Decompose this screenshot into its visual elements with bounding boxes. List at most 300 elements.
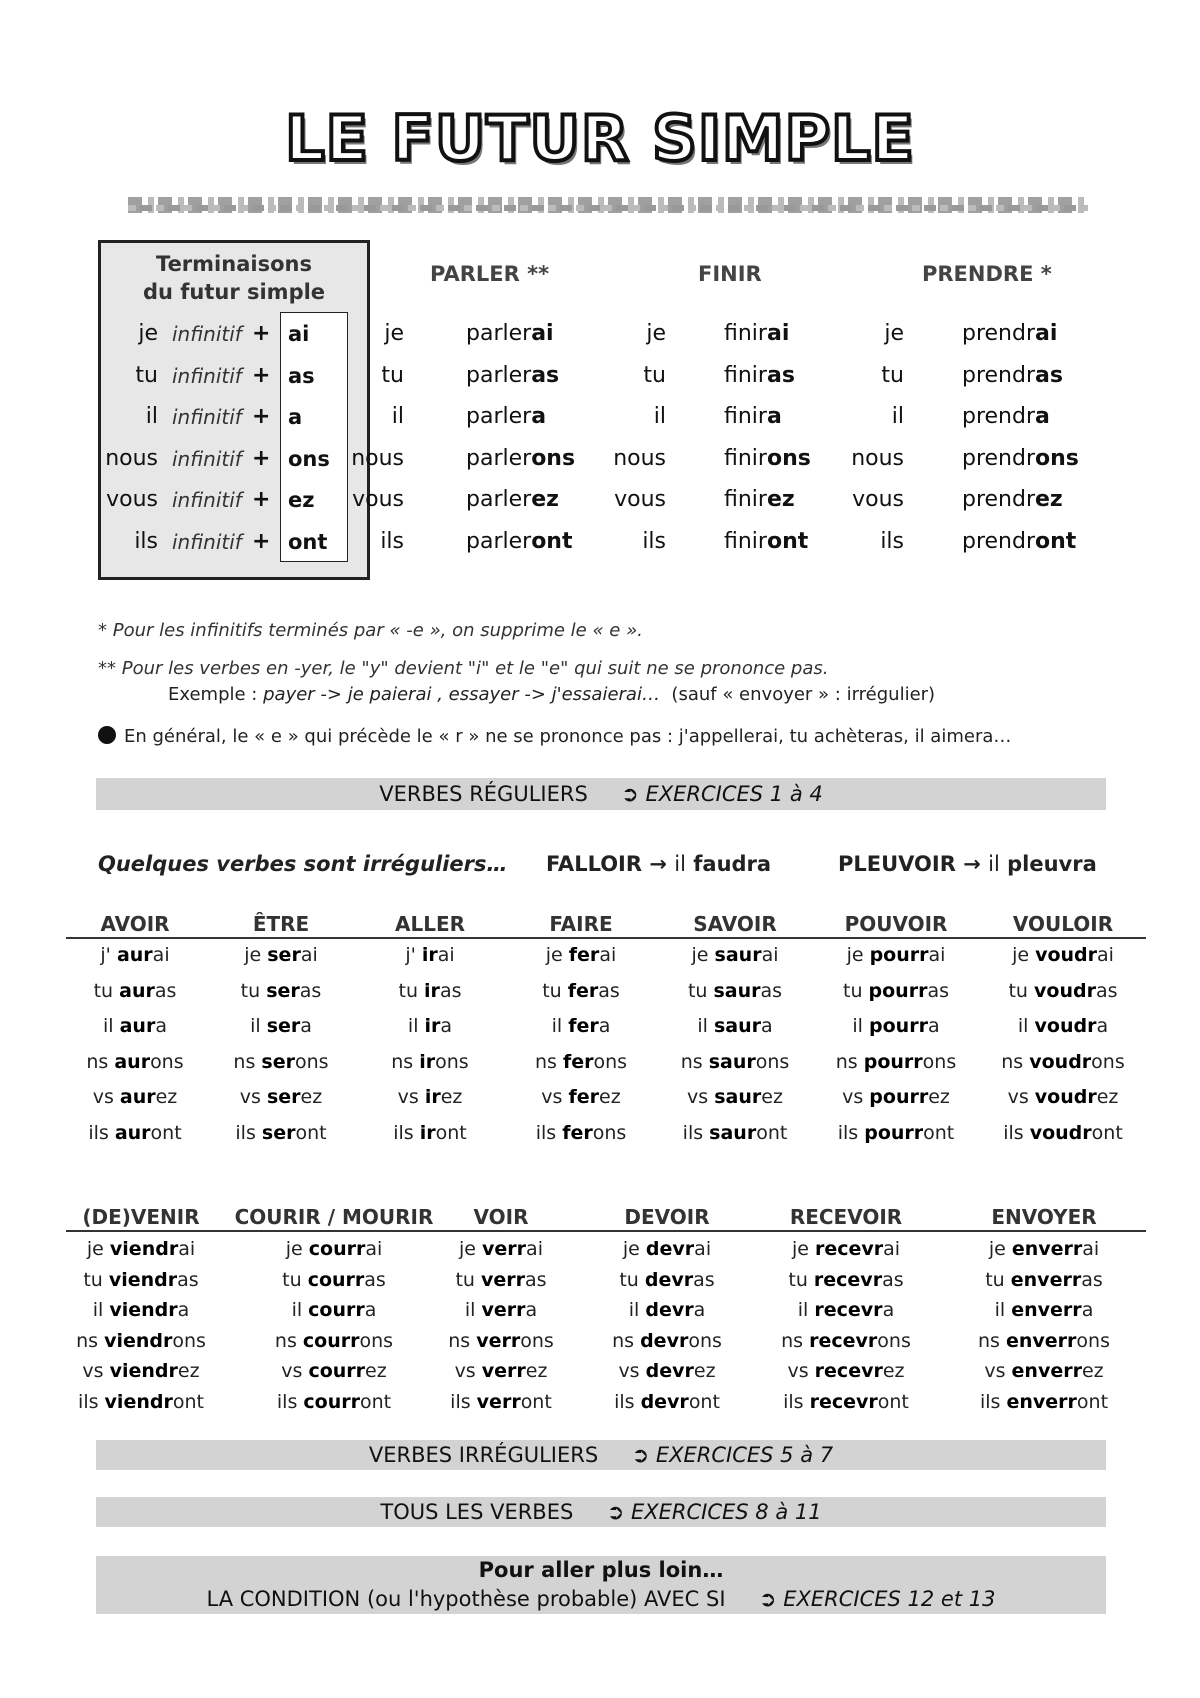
verb-form (962, 522, 1076, 562)
verb-ending: ont (531, 528, 573, 554)
cell-ending: ons (1076, 1329, 1110, 1352)
pleuvoir-verb: PLEUVOIR (838, 852, 956, 876)
verb-pronoun: nous (613, 445, 666, 471)
verb-stem: finir (724, 528, 767, 554)
cell-ending: ai (928, 944, 946, 966)
endings-plus: + (252, 445, 271, 471)
cell-pronoun: ils (78, 1391, 105, 1413)
cell-stem: ir (419, 1122, 436, 1144)
cell-stem: saur (708, 1050, 756, 1073)
cell-ending: ai (1097, 944, 1114, 966)
column-header: ÊTRE (252, 912, 310, 936)
cell-ending: a (1096, 1015, 1109, 1038)
cell-stem: enverr (1011, 1360, 1082, 1383)
cell-ending: ai (526, 1238, 543, 1260)
cell-pronoun: ns (448, 1329, 477, 1352)
cell-pronoun: ils (837, 1122, 865, 1144)
cell-ending: ons (294, 1050, 329, 1073)
cell-stem: saur (713, 979, 761, 1002)
cell-ending: ai (883, 1238, 901, 1260)
verb-form (466, 480, 559, 520)
cell-stem: devr (645, 1360, 694, 1383)
cell-ending: ez (440, 1086, 463, 1109)
falloir-form: faudra (693, 852, 772, 876)
cell-ending: as (693, 1268, 715, 1291)
verb-ending: ez (1035, 487, 1063, 512)
verb-pronoun: il (891, 404, 904, 429)
cell-ending: ez (525, 1360, 548, 1383)
cell-ending: a (598, 1015, 611, 1038)
endings-infinitif: infinitif (172, 322, 242, 346)
cell-pronoun: vs (397, 1086, 425, 1109)
cell-stem: verr (481, 1360, 526, 1383)
cell-ending: as (927, 979, 949, 1002)
verb-stem: parler (466, 362, 532, 388)
cell-pronoun: je (846, 944, 870, 966)
verb-stem: finir (724, 404, 767, 429)
cell-stem: aur (114, 1122, 151, 1144)
cell-ending: as (1095, 979, 1118, 1002)
cell-pronoun: vs (92, 1086, 120, 1109)
cell-pronoun: tu (542, 979, 568, 1002)
cell-ending: as (760, 979, 783, 1002)
verb-ending: ons (531, 445, 576, 471)
conjugation-cell (953, 980, 1173, 1002)
cell-pronoun: je (244, 944, 268, 966)
cell-stem: courr (308, 1299, 365, 1322)
cell-stem: saur (714, 944, 762, 966)
band-further (96, 1556, 1106, 1614)
cell-ending: a (300, 1015, 312, 1038)
cell-pronoun: vs (618, 1360, 646, 1383)
cell-stem: pourr (869, 1015, 928, 1038)
column-header: POUVOIR (844, 912, 948, 936)
arrow-icon: ➲ (631, 1443, 650, 1467)
verb-stem: parler (466, 445, 532, 471)
cell-pronoun: ils (682, 1122, 710, 1144)
cell-ending: as (299, 979, 322, 1002)
conjugation-cell (934, 1391, 1154, 1413)
cell-stem: aur (114, 1050, 151, 1073)
verb-ending: ez (766, 487, 795, 512)
column-header: RECEVOIR (789, 1205, 903, 1229)
cell-pronoun: tu (1008, 979, 1035, 1002)
cell-stem: ser (267, 944, 301, 966)
cell-stem: recevr (814, 1238, 884, 1260)
verb-stem: prendr (962, 487, 1036, 512)
cell-pronoun: tu (843, 979, 869, 1002)
pleuvoir-pron: il (988, 852, 1000, 876)
conjugation-cell (953, 944, 1173, 966)
verb-form (724, 439, 811, 479)
cell-stem: verr (476, 1329, 521, 1352)
verb-pronoun: nous (351, 445, 404, 471)
verb-form (466, 356, 559, 396)
falloir-pron: il (674, 852, 686, 876)
cell-ending: ez (928, 1086, 950, 1109)
verb-form (724, 397, 782, 437)
cell-ending: ez (599, 1086, 621, 1109)
cell-stem: viendr (109, 1299, 178, 1322)
note-example (168, 684, 935, 705)
endings-ending: ez (288, 488, 315, 512)
arrow-icon: ➲ (758, 1587, 777, 1611)
verb-pronoun: vous (352, 487, 404, 512)
conjugation-cell (736, 1330, 956, 1352)
cell-pronoun: ns (1001, 1050, 1030, 1073)
verb-pronoun: je (646, 321, 666, 346)
conjugation-cell (736, 1269, 956, 1291)
cell-pronoun: tu (455, 1268, 481, 1291)
column-header: ENVOYER (991, 1205, 1097, 1229)
cell-stem: voudr (1035, 944, 1098, 966)
endings-box-title (98, 250, 370, 306)
cell-pronoun: ns (680, 1050, 709, 1073)
column-header: VOULOIR (1012, 912, 1114, 936)
cell-stem: ser (261, 1050, 295, 1073)
cell-ending: ont (923, 1122, 955, 1144)
band-all-label: TOUS LES VERBES (380, 1500, 574, 1524)
conjugation-cell (953, 1015, 1173, 1037)
cell-stem: aur (116, 944, 153, 966)
endings-pronoun: ils (134, 528, 158, 554)
cell-stem: aur (119, 979, 155, 1002)
verb-form (962, 439, 1079, 479)
cell-stem: verr (481, 1299, 526, 1322)
verb-stem: prendr (962, 321, 1036, 346)
verb-form (466, 522, 572, 562)
verb-ending: a (766, 404, 782, 429)
cell-pronoun: il (103, 1015, 120, 1038)
cell-stem: ir (424, 1015, 441, 1038)
cell-pronoun: tu (240, 979, 267, 1002)
cell-stem: ir (419, 1050, 436, 1073)
band-irregular-label: VERBES IRRÉGULIERS (368, 1443, 599, 1467)
cell-pronoun: il (464, 1299, 482, 1322)
verb-stem: finir (724, 321, 767, 346)
cell-pronoun: vs (281, 1360, 309, 1383)
cell-ending: ons (520, 1329, 554, 1352)
cell-stem: ser (261, 1122, 296, 1144)
cell-stem: enverr (1011, 1299, 1082, 1322)
endings-infinitif: infinitif (172, 405, 242, 429)
arrow-icon: ➲ (606, 1500, 625, 1524)
verb-ending: ons (766, 445, 811, 471)
table1-divider (66, 937, 1146, 939)
verb-stem: parler (466, 404, 532, 429)
cell-stem: saur (714, 1086, 762, 1109)
endings-infinitif: infinitif (172, 363, 242, 388)
pleuvoir-line (838, 852, 1097, 876)
cell-pronoun: il (697, 1015, 714, 1038)
cell-pronoun: ils (535, 1122, 563, 1144)
cell-stem: aur (119, 1086, 156, 1109)
cell-stem: pourr (863, 1050, 923, 1073)
cell-ending: as (598, 979, 620, 1002)
verb-stem: prendr (962, 404, 1036, 429)
page-title: LE FUTUR SIMPLE (285, 102, 915, 175)
verb-pronoun: ils (380, 528, 404, 554)
cell-ending: ons (150, 1050, 184, 1073)
cell-stem: enverr (1011, 1238, 1083, 1260)
cell-pronoun: il (92, 1299, 110, 1322)
cell-pronoun: vs (1007, 1086, 1035, 1109)
cell-stem: devr (645, 1238, 695, 1260)
cell-ending: ez (693, 1360, 716, 1383)
cell-pronoun: tu (282, 1268, 308, 1291)
cell-pronoun: ils (979, 1391, 1007, 1413)
cell-stem: devr (644, 1268, 694, 1291)
cell-pronoun: je (459, 1238, 483, 1260)
cell-ending: ons (592, 1122, 627, 1144)
cell-ending: a (927, 1015, 940, 1038)
cell-pronoun: ns (835, 1050, 864, 1073)
cell-pronoun: ns (781, 1329, 810, 1352)
band-further-line2 (96, 1585, 1106, 1614)
speaking-head-icon (98, 726, 116, 744)
cell-pronoun: vs (687, 1086, 715, 1109)
verb-stem: prendr (962, 362, 1036, 388)
verb-pronoun: il (653, 404, 666, 429)
cell-ending: ai (599, 944, 617, 966)
cell-stem: courr (302, 1329, 360, 1352)
verb-stem: prendr (962, 528, 1036, 554)
falloir-verb: FALLOIR (546, 852, 643, 876)
cell-pronoun: ns (76, 1329, 105, 1352)
endings-plus: + (252, 487, 271, 512)
cell-pronoun: ils (450, 1391, 477, 1413)
cell-pronoun: ns (534, 1050, 563, 1073)
cell-ending: a (440, 1015, 453, 1038)
verb-ending: ai (531, 321, 554, 346)
cell-pronoun: vs (541, 1086, 569, 1109)
cell-ending: ons (359, 1329, 394, 1352)
cell-pronoun: tu (985, 1268, 1011, 1291)
note-pronunciation (98, 726, 1011, 747)
cell-pronoun: tu (93, 979, 120, 1002)
cell-ending: ons (755, 1050, 790, 1073)
cell-ending: as (525, 1268, 547, 1291)
column-header: SAVOIR (693, 912, 777, 936)
cell-pronoun: ns (612, 1329, 641, 1352)
cell-pronoun: vs (787, 1360, 815, 1383)
endings-plus: + (252, 528, 271, 554)
conjugation-cell (31, 1269, 251, 1291)
cell-pronoun: ns (86, 1050, 115, 1073)
verb-pronoun: vous (852, 487, 904, 512)
endings-plus: + (252, 404, 271, 429)
conjugation-cell (934, 1299, 1154, 1321)
endings-plus: + (252, 362, 271, 388)
cell-ending: a (882, 1299, 895, 1322)
cell-ending: ont (1091, 1122, 1123, 1144)
conjugation-cell (31, 1391, 251, 1413)
cell-pronoun: vs (82, 1360, 110, 1383)
cell-ending: ez (1096, 1086, 1119, 1109)
cell-ending: a (364, 1299, 377, 1322)
conjugation-cell (736, 1299, 956, 1321)
cell-stem: viendr (108, 1268, 178, 1291)
cell-stem: devr (640, 1329, 689, 1352)
cell-stem: fer (568, 944, 600, 966)
verb-pronoun: ils (880, 528, 904, 554)
cell-stem: saur (709, 1122, 757, 1144)
verb-ending: ai (766, 321, 790, 346)
cell-ending: a (760, 1015, 773, 1038)
column-header: AVOIR (100, 912, 170, 936)
cell-pronoun: ils (614, 1391, 641, 1413)
cell-stem: verr (476, 1391, 521, 1413)
cell-ending: ez (300, 1086, 323, 1109)
pleuvoir-form: pleuvra (1007, 852, 1097, 876)
verb-pronoun: tu (643, 362, 666, 388)
band-regular-label: VERBES RÉGULIERS (379, 782, 588, 806)
cell-pronoun: il (628, 1299, 646, 1322)
cell-stem: ir (424, 979, 440, 1002)
cell-pronoun: ils (88, 1122, 115, 1144)
verb-stem: parler (466, 487, 532, 512)
cell-stem: recevr (809, 1391, 878, 1413)
cell-stem: fer (568, 1086, 600, 1109)
cell-pronoun: ils (235, 1122, 262, 1144)
cell-stem: recevr (809, 1329, 878, 1352)
cell-stem: pourr (869, 944, 929, 966)
cell-stem: verr (482, 1238, 527, 1260)
verb-stem: prendr (962, 445, 1036, 471)
cell-pronoun: je (1012, 944, 1036, 966)
column-header: FAIRE (549, 912, 613, 936)
verb-ending: ons (1035, 445, 1079, 471)
cell-ending: ons (688, 1329, 722, 1352)
verb-form (962, 314, 1057, 354)
band-irregular-verbs (96, 1440, 1106, 1470)
cell-pronoun: tu (687, 979, 714, 1002)
verb-pronoun: tu (881, 362, 904, 388)
cell-stem: voudr (1034, 1015, 1097, 1038)
cell-pronoun: j' (405, 944, 422, 966)
cell-ending: ai (300, 944, 318, 966)
cell-pronoun: ils (1003, 1122, 1030, 1144)
cell-stem: viendr (104, 1329, 173, 1352)
verb-ending: ez (531, 487, 559, 512)
cell-pronoun: ils (276, 1391, 304, 1413)
verb-form (724, 522, 808, 562)
band-regular-exercises: EXERCICES 1 à 4 (645, 782, 823, 806)
cell-stem: courr (303, 1391, 360, 1413)
cell-stem: ser (266, 1086, 301, 1109)
cell-stem: enverr (1006, 1391, 1077, 1413)
band-further-exercises: EXERCICES 12 et 13 (783, 1587, 996, 1611)
cell-pronoun: ns (233, 1050, 262, 1073)
verb-form (466, 397, 546, 437)
verb-header: FINIR (698, 262, 762, 286)
cell-stem: viendr (109, 1360, 178, 1383)
cell-ending: as (154, 979, 177, 1002)
endings-plus: + (252, 321, 271, 346)
cell-pronoun: je (988, 1238, 1012, 1260)
cell-pronoun: je (86, 1238, 110, 1260)
verb-form (724, 356, 795, 396)
verb-ending: ont (1035, 528, 1077, 554)
irregular-intro: Quelques verbes sont irréguliers… (98, 852, 508, 876)
cell-ending: a (177, 1299, 190, 1322)
cell-stem: recevr (813, 1268, 883, 1291)
conjugation-cell (31, 1299, 251, 1321)
note-example-suffix: (sauf « envoyer » : irrégulier) (671, 684, 936, 705)
verb-form (962, 480, 1063, 520)
verb-pronoun: tu (381, 362, 404, 388)
verb-pronoun: il (391, 404, 404, 429)
verb-pronoun: ils (642, 528, 666, 554)
band-regular-verbs (96, 778, 1106, 810)
verb-stem: parler (466, 528, 532, 554)
band-further-label: LA CONDITION (ou l'hypothèse probable) AVEC SI (206, 1587, 726, 1611)
cell-ending: ai (152, 944, 170, 966)
cell-stem: devr (640, 1391, 689, 1413)
cell-stem: pourr (868, 979, 928, 1002)
cell-ending: ont (150, 1122, 182, 1144)
verb-pronoun: vous (614, 487, 666, 512)
verb-form (466, 439, 575, 479)
endings-pronoun: il (145, 404, 158, 429)
column-header: COURIR / MOURIR (234, 1205, 434, 1229)
endings-title-line2: du futur simple (142, 280, 326, 304)
cell-pronoun: ns (978, 1329, 1006, 1352)
endings-infinitif: infinitif (172, 529, 242, 554)
cell-stem: ir (424, 1086, 441, 1109)
cell-pronoun: je (691, 944, 715, 966)
cell-stem: courr (307, 1268, 365, 1291)
cell-ending: ai (365, 1238, 383, 1260)
conjugation-cell (736, 1391, 956, 1413)
cell-ending: ez (1081, 1360, 1104, 1383)
endings-ending: ont (288, 529, 328, 554)
cell-pronoun: je (285, 1238, 309, 1260)
cell-ending: ai (761, 944, 779, 966)
endings-infinitif: infinitif (172, 488, 242, 512)
cell-pronoun: vs (984, 1360, 1012, 1383)
conjugation-cell (31, 1360, 251, 1382)
cell-pronoun: tu (619, 1268, 645, 1291)
verb-ending: a (531, 404, 547, 429)
verb-header: PARLER ** (430, 262, 550, 286)
cell-stem: ser (266, 979, 300, 1002)
note-example-prefix: Exemple : (168, 684, 258, 705)
cell-pronoun: il (407, 1015, 425, 1038)
cell-ending: ez (177, 1360, 200, 1383)
cell-pronoun: ns (274, 1329, 303, 1352)
cell-stem: ir (421, 944, 438, 966)
endings-infinitif: infinitif (172, 446, 242, 471)
conjugation-cell (934, 1269, 1154, 1291)
cell-stem: fer (562, 1050, 594, 1073)
cell-pronoun: je (545, 944, 569, 966)
verb-stem: finir (724, 362, 767, 388)
cell-pronoun: il (551, 1015, 569, 1038)
cell-ending: ons (172, 1329, 206, 1352)
endings-pronoun: nous (105, 445, 158, 471)
cell-stem: fer (567, 979, 599, 1002)
endings-pronoun: vous (106, 487, 158, 512)
title-underline-accent (128, 205, 1088, 211)
cell-stem: viendr (104, 1391, 173, 1413)
endings-ending: as (288, 363, 315, 388)
cell-ending: ai (437, 944, 455, 966)
cell-ending: ons (877, 1329, 911, 1352)
cell-stem: ser (266, 1015, 301, 1038)
endings-ending: ons (288, 446, 330, 471)
verb-pronoun: je (884, 321, 904, 346)
